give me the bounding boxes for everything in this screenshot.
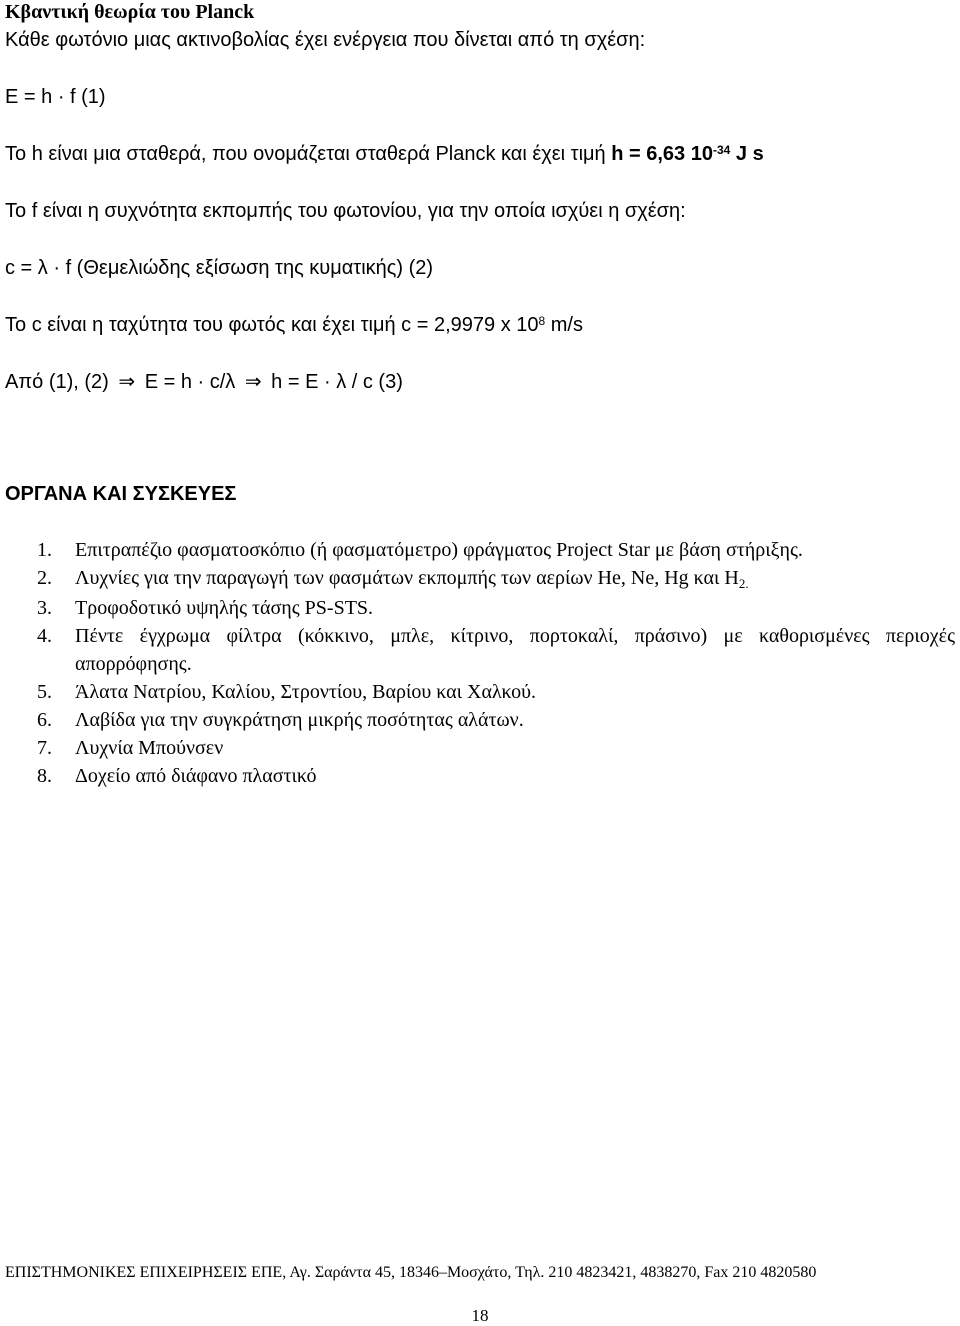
list-item-subscript: 2. [738,576,749,591]
implies-arrow-icon: ⇒ [244,371,262,393]
light-speed-text: Το c είναι η ταχύτητα του φωτός και έχει τιμή c = 2,9979 x 10 [5,314,539,336]
light-speed-line [5,313,583,337]
implies-arrow-icon: ⇒ [118,371,136,393]
equation-1: E = h · f (1) [5,86,106,108]
equipment-list [37,536,955,790]
derivation-part-1: Από (1), (2) [5,371,115,393]
planck-constant-exponent: -34 [712,143,731,157]
page-number: 18 [471,1306,489,1325]
list-item-text: Άλατα Νατρίου, Καλίου, Στροντίου, Βαρίου και Χαλκού. [75,681,537,703]
planck-constant-line [5,142,764,166]
list-item [37,762,955,790]
derivation-part-2: E = h · c/λ [139,371,241,393]
derivation-part-3: h = E · λ / c (3) [265,371,403,393]
planck-constant-text: Το h είναι μια σταθερά, που ονομάζεται σταθερά Planck και έχει τιμή [5,143,612,165]
planck-title: Κβαντική θεωρία του Planck [5,1,255,23]
list-item-number: 7. [37,737,52,759]
list-item [37,564,955,594]
list-item-number: 1. [37,539,52,561]
light-speed-exponent: 8 [538,314,546,328]
planck-constant-value: h = 6,63 10 [611,143,713,165]
equipment-heading: ΟΡΓΑΝΑ ΚΑΙ ΣΥΣΚΕΥΕΣ [5,483,237,505]
list-item-text: Τροφοδοτικό υψηλής τάσης PS-STS. [75,597,374,619]
list-item [37,734,955,762]
company-footer: ΕΠΙΣΤΗΜΟΝΙΚΕΣ ΕΠΙΧΕΙΡΗΣΕΙΣ ΕΠΕ, Αγ. Σαράντα 45, 18346–Μοσχάτο, Τηλ. 210 4823421, 4838270, Fax 210 4820580 [5,1264,817,1281]
list-item-number: 6. [37,709,52,731]
list-item-text: Λυχνίες για την παραγωγή των φασμάτων εκπομπής των αερίων He, Ne, Hg και H [75,567,739,589]
list-item [37,706,955,734]
list-item [37,678,955,706]
planck-constant-unit: J s [730,143,764,165]
list-item-number: 4. [37,625,52,647]
list-item-number: 8. [37,765,52,787]
list-item-number: 3. [37,597,52,619]
light-speed-unit: m/s [545,314,583,336]
frequency-text: Το f είναι η συχνότητα εκπομπής του φωτονίου, για την οποία ισχύει η σχέση: [5,200,686,222]
list-item-text: Λαβίδα για την συγκράτηση μικρής ποσότητας αλάτων. [75,709,524,731]
list-item [37,622,955,678]
list-item-text: Πέντε έγχρωμα φίλτρα (κόκκινο, μπλε, κίτρινο, πορτοκαλί, πράσινο) με καθορισμένες περιοχές απορρόφησης. [75,625,955,675]
list-item-text: Λυχνία Μπούνσεν [75,737,224,759]
list-item [37,594,955,622]
planck-intro: Κάθε φωτόνιο μιας ακτινοβολίας έχει ενέργεια που δίνεται από τη σχέση: [5,29,646,51]
list-item-number: 2. [37,567,52,589]
derivation-line [5,370,403,394]
list-item-number: 5. [37,681,52,703]
list-item-text: Επιτραπέζιο φασματοσκόπιο (ή φασματόμετρο) φράγματος Project Star με βάση στήριξης. [75,539,803,561]
list-item-text: Δοχείο από διάφανο πλαστικό [75,765,317,787]
list-item [37,536,955,564]
equation-2: c = λ · f (Θεμελιώδης εξίσωση της κυματικής) (2) [5,257,434,279]
